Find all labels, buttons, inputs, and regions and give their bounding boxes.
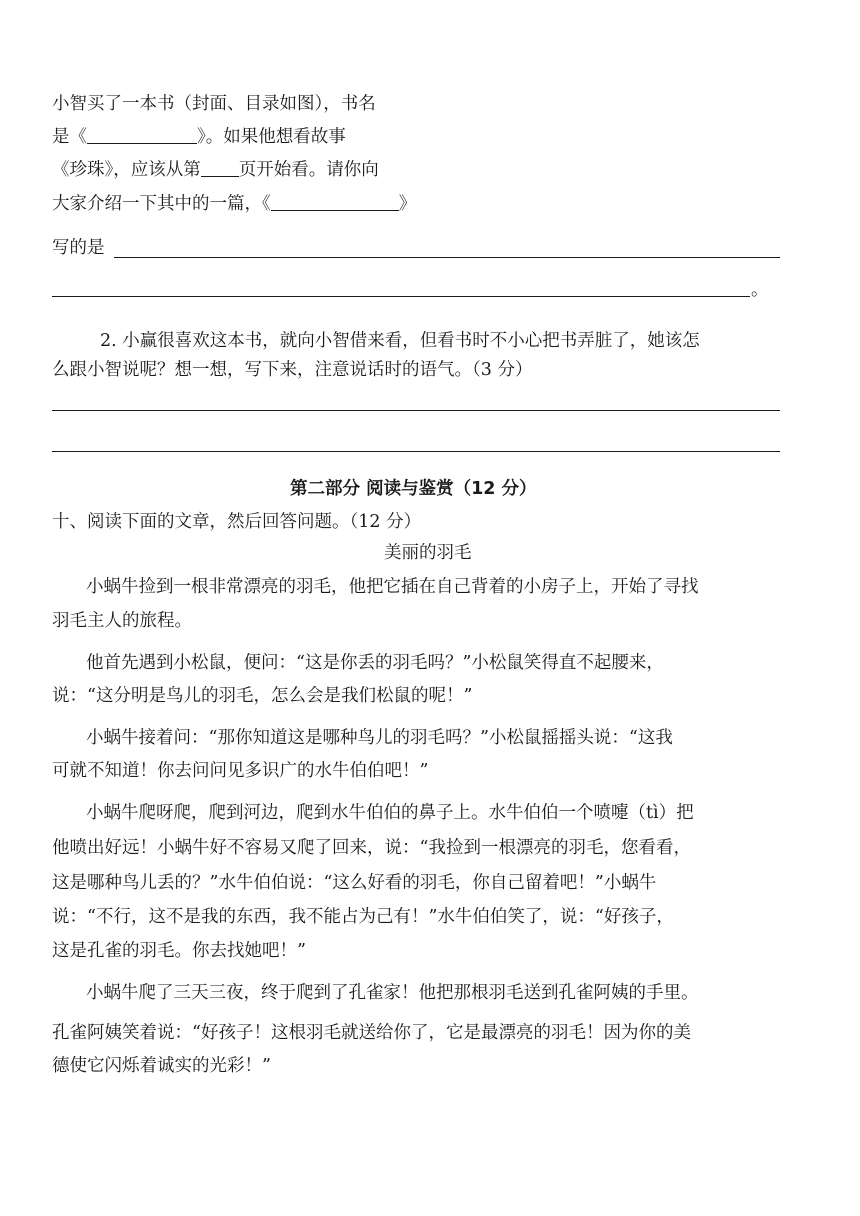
answer-line-2[interactable] — [52, 296, 750, 297]
q1-line-3 — [52, 160, 379, 181]
q1-line-6-end: 。 — [751, 280, 769, 300]
q1-line-4 — [52, 194, 416, 215]
q1-line-1: 小智买了一本书（封面、目录如图），书名 — [52, 94, 376, 114]
passage-p4-line-3: 这是哪种鸟儿丢的？”水牛伯伯说：“这么好看的羽毛，你自己留着吧！”小蜗牛 — [52, 873, 657, 893]
passage-p3-line-2: 可就不知道！你去问问见多识广的水牛伯伯吧！” — [52, 761, 429, 781]
passage-p3-line-1: 小蜗牛接着问：“那你知道这是哪种鸟儿的羽毛吗？”小松鼠摇摇头说：“这我 — [86, 728, 673, 748]
passage-p4-line-1: 小蜗牛爬呀爬，爬到河边，爬到水牛伯伯的鼻子上。水牛伯伯一个喷嚏（tì）把 — [86, 803, 694, 823]
page-number-blank[interactable] — [201, 160, 239, 177]
q1-line-2-suffix: 》。如果他想看故事 — [197, 127, 346, 147]
q1-line-4-suffix: 》 — [398, 194, 417, 214]
passage-p1-line-1: 小蜗牛捡到一根非常漂亮的羽毛，他把它插在自己背着的小房子上，开始了寻找 — [86, 577, 699, 597]
passage-p4-line-2: 他喷出好远！小蜗牛好不容易又爬了回来，说：“我捡到一根漂亮的羽毛，您看看， — [52, 838, 691, 858]
story-title-blank[interactable] — [271, 194, 399, 211]
q2-line-2: 么跟小智说呢？想一想，写下来，注意说话时的语气。（3 分） — [52, 360, 533, 380]
answer-line-4[interactable] — [52, 451, 780, 452]
passage-p5-line-2: 孔雀阿姨笑着说：“好孩子！这根羽毛就送给你了，它是最漂亮的羽毛！因为你的美 — [52, 1023, 691, 1043]
passage-p5-line-3: 德使它闪烁着诚实的光彩！” — [52, 1056, 271, 1076]
answer-line-3[interactable] — [52, 410, 780, 411]
q1-line-3-prefix: 《珍珠》，应该从第 — [52, 160, 201, 180]
q1-line-4-prefix: 大家介绍一下其中的一篇，《 — [52, 194, 271, 214]
q1-line-2-prefix: 是《 — [52, 127, 87, 147]
q2-line-1: 2. 小赢很喜欢这本书，就向小智借来看，但看书时不小心把书弄脏了，她该怎 — [100, 331, 700, 351]
question-ten: 十、阅读下面的文章，然后回答问题。（12 分） — [52, 512, 422, 532]
passage-p4-line-4: 说：“不行，这不是我的东西，我不能占为己有！”水牛伯伯笑了，说：“好孩子， — [52, 907, 674, 927]
passage-p2-line-2: 说：“这分明是鸟儿的羽毛，怎么会是我们松鼠的呢！” — [52, 686, 473, 706]
part-two-heading: 第二部分 阅读与鉴赏（12 分） — [290, 479, 537, 499]
passage-p5-line-1: 小蜗牛爬了三天三夜，终于爬到了孔雀家！他把那根羽毛送到孔雀阿姨的手里。 — [86, 983, 699, 1003]
passage-title: 美丽的羽毛 — [384, 543, 472, 563]
passage-p2-line-1: 他首先遇到小松鼠，便问：“这是你丢的羽毛吗？”小松鼠笑得直不起腰来， — [86, 653, 664, 673]
q1-line-2 — [52, 127, 346, 148]
book-title-blank[interactable] — [87, 127, 197, 144]
q1-line-5-label: 写的是 — [52, 238, 105, 258]
answer-line-1[interactable] — [114, 257, 780, 258]
q1-line-3-suffix: 页开始看。请你向 — [238, 160, 379, 180]
passage-p4-line-5: 这是孔雀的羽毛。你去找她吧！” — [52, 941, 306, 961]
passage-p1-line-2: 羽毛主人的旅程。 — [52, 611, 192, 631]
